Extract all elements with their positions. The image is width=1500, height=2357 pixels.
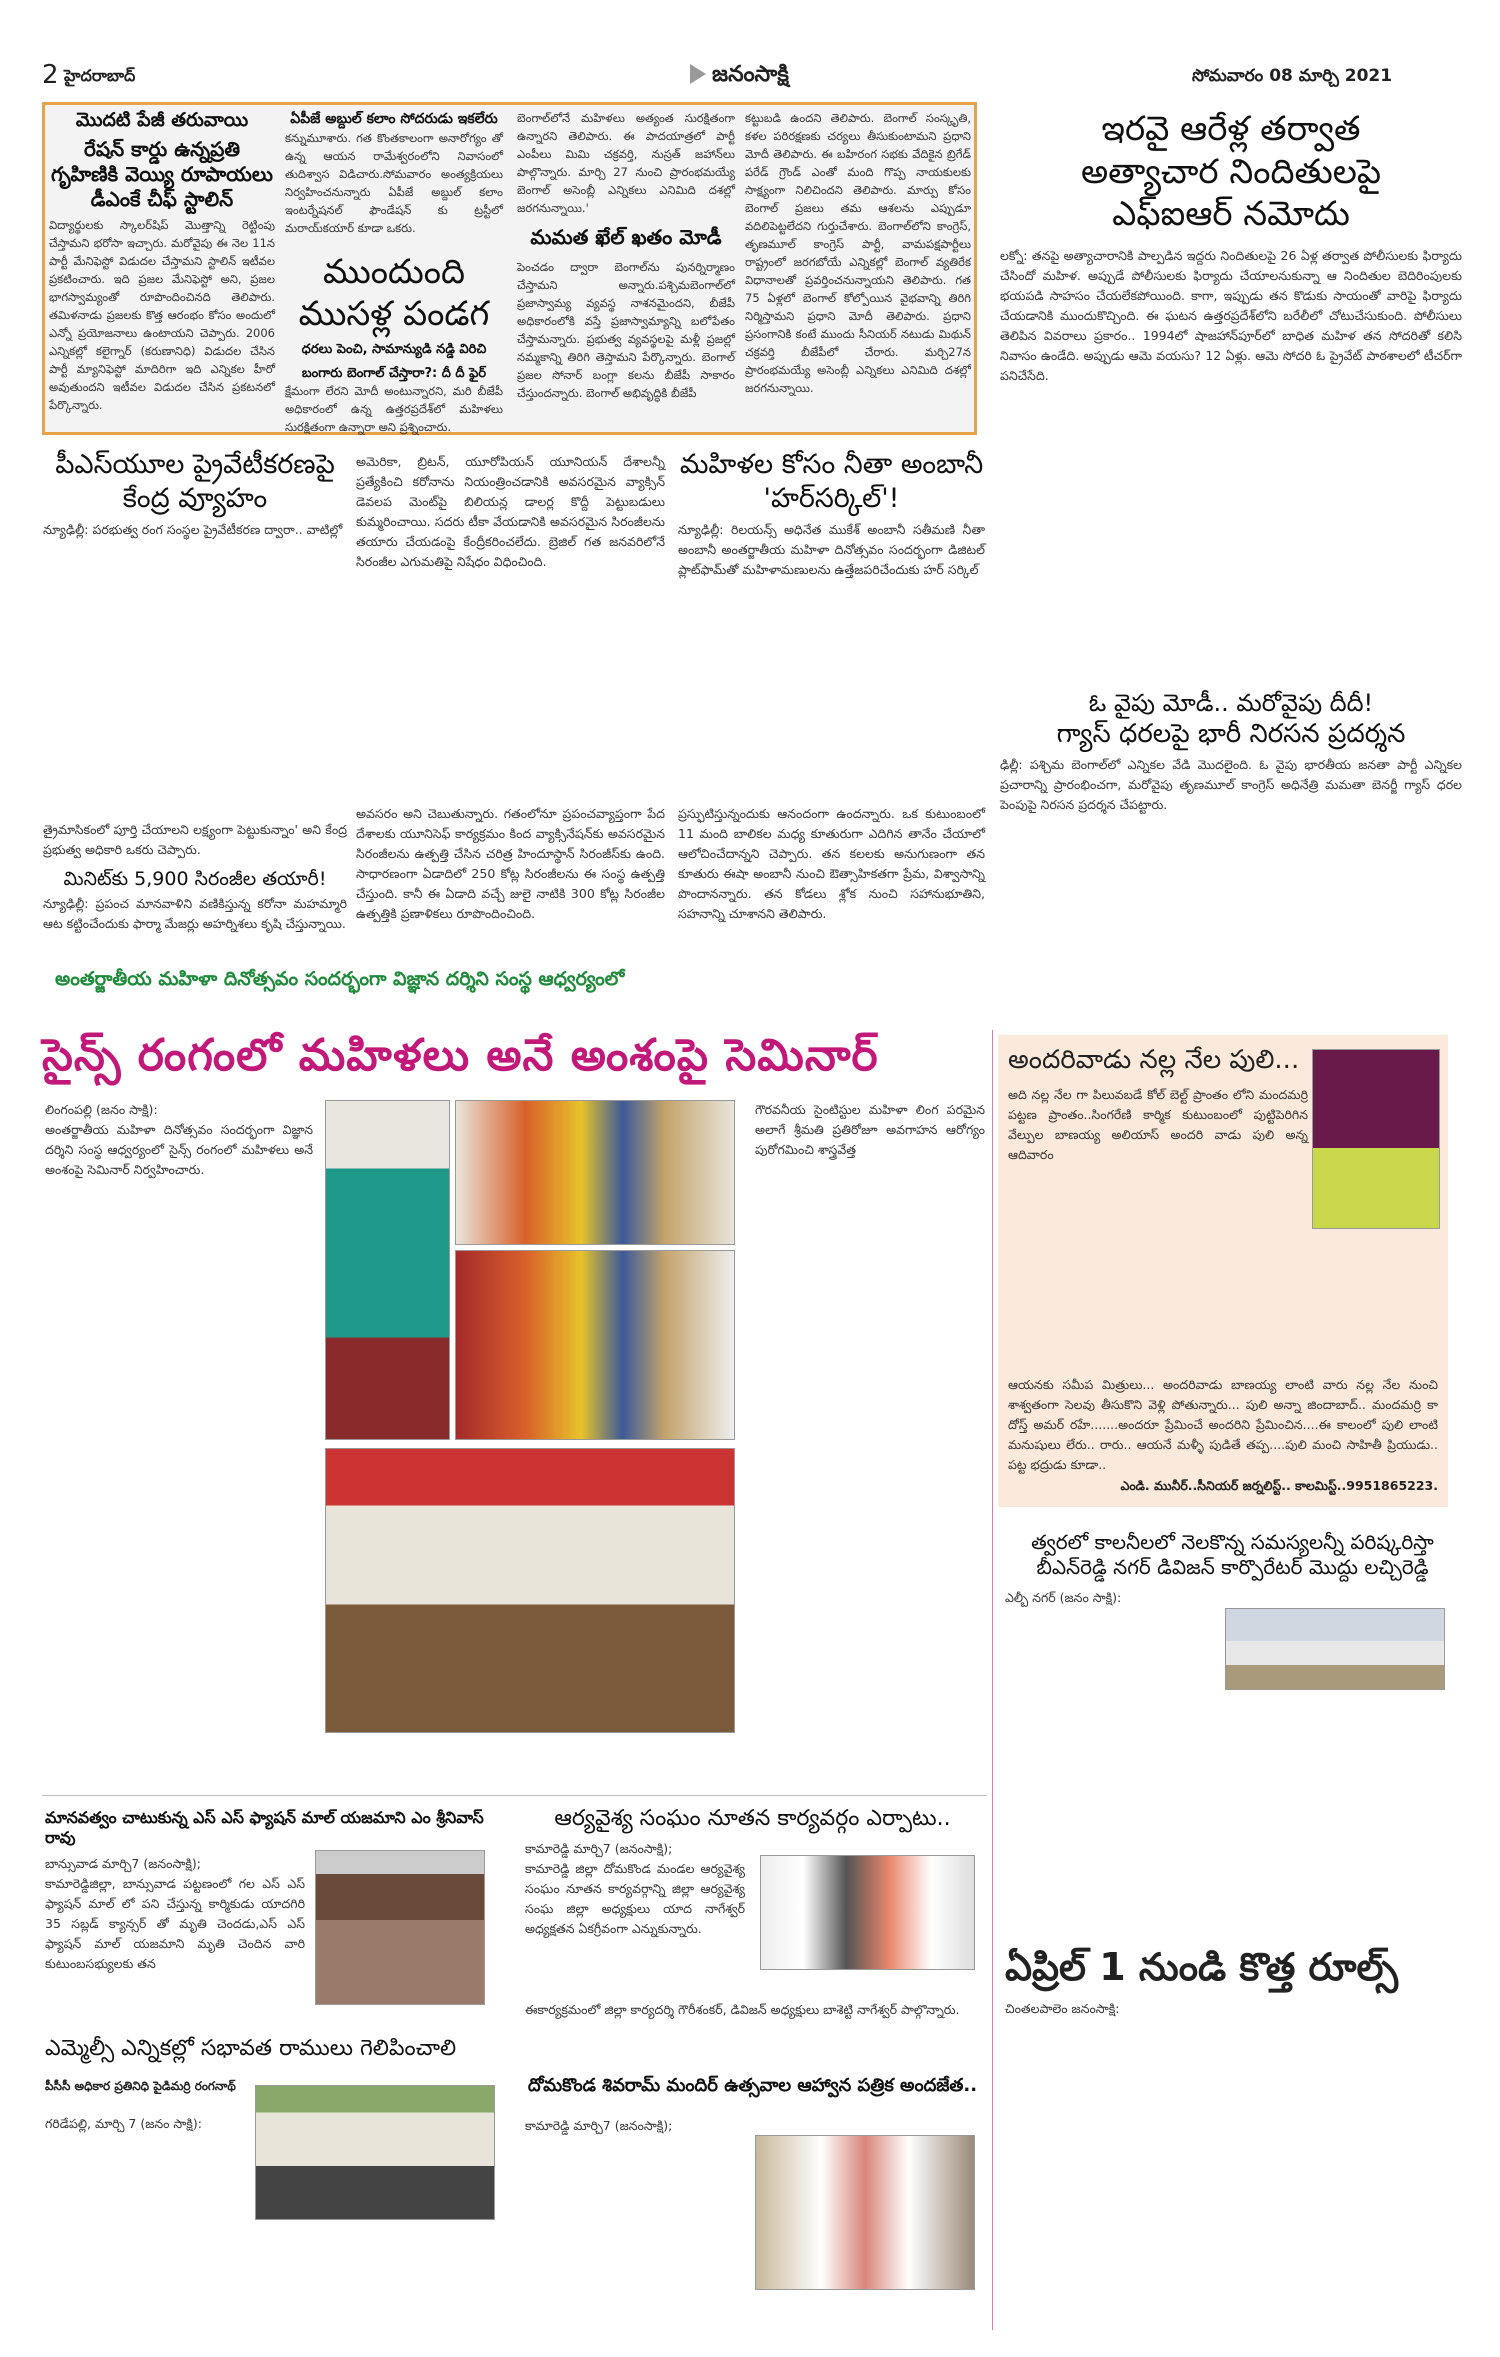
syringe-headline: మినిట్‌కు 5,900 సిరంజీల తయారీ! xyxy=(63,868,327,890)
corporator-headline-1: త్వరలో కాలనీలలో నెలకొన్న సమస్యలన్నీ పరిష్కరిస్తా xyxy=(1031,1530,1434,1554)
section-divider xyxy=(42,1795,987,1796)
seminar-headline: సైన్స్ రంగంలో మహిళలు అనే అంశంపై సెమినార్ xyxy=(42,1030,879,1081)
gas-headline-1: ఓ వైపు మోడీ.. మరోవైపు దీదీ! xyxy=(1088,689,1374,717)
syringe-col2-top: అమెరికా, బ్రిటన్, యూరోపియన్ యూనియన్ దేశాలన్నీ ప్రత్యేకించి కరోనాను నియంత్రించడానికి అవసరమైన వ్యాక్సిన్ డెవలప మెంట్‌పై బిలియన్ల డాలర్ల కొద్దీ పెట్టుబడులు కుమ్మరించాయి. సదరు టీకా వేయడానికి అవసరమైన సిరంజీలను తయారు చేయడంపై కేంద్రీకరించలేదు. బ్రెజిల్ గత జనవరిలోనే సిరంజీల ఎగుమతిపై నిషేధం విధించింది. xyxy=(356,454,665,569)
april-dateline: చింతలపాలెం జనంసాక్షి: xyxy=(1005,2001,1120,2016)
seminar-photo-felicitation xyxy=(455,1100,735,1245)
puli-box xyxy=(998,1035,1448,1507)
fir-body: లక్నో: తనపై అత్యాచారానికి పాల్పడిన ఇద్దరు నిందితులపై 26 ఏళ్ల తర్వాత పోలీసులకు ఫిర్యాదు చేసిందో మహిళ. అప్పుడే పోలీసులకు ఫిర్యాదు చేయాలనుకున్నా ఆ నిందితుల బెదిరింపులకు భయపడి సాహసం చేయలేకపోయింది. కాగా, ఇప్పుడు తన కొడుకు సాయంతో వారిపై ఫిర్యాదు చేయడానికి ముందుకొచ్చింది. ఈ ఘటన ఉత్తరప్రదేశ్‌లోని బరేలీలో చోటుచేసుకుంది. పోలీసులు తెలిపిన వివరాలు ప్రకారం.. 1994లో షాజహాన్‌పూర్‌లో బాధిత మహిళ తన సోదరితో కలిసి నివాసం ఉండేది. అప్పుడు ఆమె వయసు? 12 ఏళ్లు. ఆమె సోదరి ఓ ప్రైవేట్ పాఠశాలలో టీచర్‌గా పనిచేసేది. xyxy=(1000,247,1462,383)
seminar-photo-stage xyxy=(325,1448,735,1733)
bengal-body-cont: బెంగాల్‌లోనే మహిళలు అత్యంత సురక్షితంగా ఉన్నారని తెలిపారు. ఈ పాదయాత్రలో పార్టీ ఎంపీలు మిమి చక్రవర్తి, నుస్రత్ జహాన్‌లు పాల్గొన్నారు. మార్చి 27 నుంచి ప్రారంభమయ్యే బెంగాల్ అసెంబ్లీ ఎన్నికలు ఎనిమిది దశల్లో జరగనున్నాయి.' xyxy=(517,111,735,215)
bengal-headline: బంగారు బెంగాల్ చేస్తారా?: దీ దీ ఫైర్ xyxy=(301,365,487,381)
stalin-headline: రేషన్ కార్డు ఉన్నప్రతి గృహిణికి వెయ్యి రూపాయలు డీఎంకే చీఫ్ స్టాలిన్ xyxy=(51,136,273,211)
masthead-logo: జనంసాక్షి xyxy=(712,62,789,87)
puli-byline: ఎండి. మునీర్..సీనియర్ జర్నలిస్ట్.. కాలమిస్ట్..9951865223. xyxy=(1120,1478,1438,1493)
seminar-photo-speaker xyxy=(325,1100,450,1440)
page-number: 2 xyxy=(42,60,59,90)
stalin-body: విద్యార్థులకు స్కాలర్‌షిప్ మొత్తాన్ని రెట్టింపు చేస్తామని భరోసా ఇచ్చారు. మరోవైపు ఈ నెల 11న పార్టీ మేనిఫెస్టో విడుదల చేస్తామని స్టాలిన్ ఇటీవల ప్రకటించారు. ఇది ప్రజల మేనిఫెస్టో అని, ప్రజల భాగస్వామ్యంతో రూపొందించినది తెలిపారు. తమిళనాడు ప్రజలకు కొత్త ఆరంభం కోసం అందులో ఎన్నో ప్రయోజనాలు ఉంటాయని చెప్పారు. 2006 ఎన్నికల్లో కలైగ్నార్ (కరుణానిధి) విడుదల చేసిన పార్టీ మ్యానిఫెస్టో మాదిరిగా ఇది ఎన్నికల హీరో అవుతుందని ఇటీవల విడుదల చేసిన ప్రకటనలో పేర్కొన్నారు. xyxy=(49,217,275,412)
kalam-headline: ఏపీజే అబ్దుల్ కలాం సోదరుడు ఇకలేరు xyxy=(290,111,498,127)
mlc-photo xyxy=(255,2085,495,2220)
bengal-body: క్షేమంగా లేరని మోదీ అంటున్నారని, మరి బీజేపీ అధికారంలో ఉన్న ఉత్తరప్రదేశ్‌లో మహిళలు సురక్షితంగా ఉన్నారా అని ప్రశ్నించారు. xyxy=(285,384,503,434)
mlc-headline: ఎమ్మెల్సీ ఎన్నికల్లో సభావత రాములు గెలిపించాలి xyxy=(45,2036,457,2061)
aryavysya-photo xyxy=(760,1855,975,1970)
seminar-body: అంతర్జాతీయ మహిళా దినోత్సవం సందర్భంగా విజ్ఞాన దర్శిని సంస్థ ఆధ్వర్యంలో సైన్స్ రంగంలో మహిళలు అనే అంశంపై సెమినార్ నిర్వహించారు. xyxy=(45,1122,313,1177)
page-header xyxy=(42,60,1462,96)
syringe-col2-bottom: అవసరం అని చెబుతున్నారు. గతంలోనూ ప్రపంచవ్యాప్తంగా పేద దేశాలకు యూనిసెఫ్ కార్యక్రమం కింద వ్యాక్సినేషన్‌కు అవసరమైన సిరంజీలను ఉత్పత్తి చేసిన చరిత్ర హిందూస్థాన్ సిరంజీస్‌కు ఉంది. సాధారణంగా ఏడాదిలో 250 కోట్ల సిరంజీలను ఈ సంస్థ ఉత్పత్తి చేస్తుంది. కానీ ఈ ఏడాది వచ్చే జులై నాటికి 300 కోట్ల సిరంజీల ఉత్పత్తికి ప్రణాళికలు రూపొందించింది. xyxy=(356,806,665,921)
srinivas-rao-photo xyxy=(315,1850,485,2005)
nita-body-end: ప్రస్ఫుటిస్తున్నందుకు ఆనందంగా ఉందన్నారు. ఒక కుటుంబంలో 11 మంది బాలికల మధ్య కూతురుగా ఎదిగిన తానేం చేయాలో ఆలోచించేదాన్నని చెప్పారు. తన కలలకు అనుగుణంగా తన కూతురు ఈషా అంబానీ నుంచి ఔత్సాహికతగా ప్రేమ, విశ్వాసాన్ని పొందానన్నారు. తన కోడలు శ్లోక నుంచి సహానుభూతిని, సహనాన్ని చూశానని తెలిపారు. xyxy=(678,806,985,921)
seminar-photo-group xyxy=(455,1250,735,1440)
aryavysya-body-end: ఈకార్యక్రమంలో జిల్లా కార్యదర్శి గౌరీశంకర్, డివిజన్ అధ్యక్షులు బాశెట్టి నాగేశ్వర్ పాల్గొన్నారు. xyxy=(525,2002,960,2017)
corporator-headline-2: బీఎన్‌రెడ్డి నగర్ డివిజన్ కార్పొరేటర్ మొద్దు లచ్చిరెడ్డి xyxy=(1036,1555,1429,1579)
puli-portrait xyxy=(1312,1049,1440,1229)
corporator-dateline: ఎల్బీ నగర్ (జనం సాక్షి): xyxy=(1005,1590,1122,1605)
psu-body: న్యూఢిల్లీ: పరభుత్వ రంగ సంస్థల ప్రైవేటీకరణ ద్వారా.. వాటిల్లో xyxy=(43,521,343,537)
gas-headline-2: గ్యాస్ ధరలపై భారీ నిరసన ప్రదర్శన xyxy=(1056,719,1406,749)
ssmall-body: కామారెడ్డిజిల్లా, బాన్సువాడ పట్టణంలో గల ఎస్ ఎస్ ఫ్యాషన్ మాల్ లో పని చేస్తున్న కార్మికుడు యాదగిరి 35 సబ్లడ్ క్యాన్సర్ తో మృతి చెందడు,ఎస్ ఎస్ ఫ్యాషన్ మాల్ యజమాని మృతి చెందిన వారి కుటుంబసభ్యులకు తన xyxy=(45,1876,305,1971)
puli-body: అది నల్ల నేల గా పిలువబడే కోల్ బెల్ట్ ప్రాంతం లోని మందమర్రి పట్టణ ప్రాంతం..సింగరేణి కార్మిక కుటుంబంలో పుట్టిపెరిగిన వేల్పుల బాణయ్య అలియాస్ అందరి వాడు పులి అన్న ఆదివారం xyxy=(1008,1087,1308,1162)
fir-headline: ఇరవై ఆరేళ్ల తర్వాత అత్యాచార నిందితులపై ఎఫ్ఐఆర్ నమోదు xyxy=(1080,109,1381,234)
musalla-subhead: ధరలు పెంచి, సామాన్యుడి నడ్డి విరిచి xyxy=(301,341,487,357)
musalla-headline: ముందుంది ముసళ్ల పండగ xyxy=(298,251,490,334)
syringe-body: న్యూఢిల్లీ: ప్రపంచ మానవాళిని వణికిస్తున్న కరోనా మహమ్మారి ఆట కట్టించేందుకు ఫార్మా మేజర్లు అహర్నిశలు కృషి చేస్తున్నాయి. xyxy=(43,895,347,931)
issue-date: సోమవారం 08 మార్చి 2021 xyxy=(1192,66,1393,86)
seminar-body-right: గౌరవనీయ సైంటిస్టుల మహిళా లింగ పరమైన అలాగే శ్రీమతి ప్రతిరోజూ అవగాహన ఆరోగ్యం పురోగమించి శాస్త్రవేత్త xyxy=(755,1102,985,1157)
psu-body-end: త్రైమాసికంలో పూర్తి చేయాలని లక్ష్యంగా పెట్టుకున్నాం' అని కేంద్ర ప్రభుత్వ అధికారి ఒకరు చెప్పారు. xyxy=(43,822,347,857)
mamata-headline: మమత ఖేల్ ఖతం మోడీ xyxy=(530,225,722,249)
puli-headline: అందరివాడు నల్ల నేల పులి... xyxy=(1008,1045,1300,1075)
domakonda-dateline: కామారెడ్డి మార్చి7 (జనంసాక్షి); xyxy=(525,2117,673,2133)
corporator-photo xyxy=(1225,1608,1445,1690)
ssmall-dateline: బాన్సువాడ మార్చి7 (జనంసాక్షి); xyxy=(45,1856,201,1871)
nita-body: న్యూఢిల్లీ: రిలయన్స్ అధినేత ముకేశ్ అంబానీ సతీమణి నీతా అంబానీ అంతర్జాతీయ మహిళా దినోత్సవం సందర్భంగా డిజిటల్ ప్లాట్‌ఫామ్‌తో మహిళామణులను ఉత్తేజపరిచేందుకు హర్ సర్కిల్ xyxy=(678,521,985,577)
aryavysya-body: కామారెడ్డి జిల్లా దోమకొండ మండల ఆర్యవైశ్య సంఘం నూతన కార్యవర్గాన్ని జిల్లా ఆర్యవైశ్య సంఘ జిల్లా అధ్యక్షులు యాద నాగేశ్వర్ అధ్యక్షతన ఏకగ్రీవంగా ఎన్నుకున్నారు. xyxy=(525,1860,745,1936)
puli-body-end: ఆయనకు సమీప మిత్రులు... అందరివాడు బాణయ్య లాంటి వారు నల్ల నేల నుంచి శాశ్వతంగా సెలవు తీసుకొని వెళ్లి పోతున్నారు... పులి అన్నా జిందాబాద్.. మందమర్రి కా దోస్త్ అమర్ రహే.......అందరూ ప్రేమించే అందరిని ప్రేమించిన....ఈ కాలంలో పులి లాంటి మనుషులు లేరు.. రారు.. ఆయనే మళ్ళీ పుడితే తప్ప....పులి మంచి సాహితీ ప్రియుడు.. పట్ట భద్రుడు కూడా.. xyxy=(1008,1377,1438,1472)
logo-icon xyxy=(690,64,706,84)
kalam-body: కన్నుమూశారు. గత కొంతకాలంగా అనారోగ్యం తో ఉన్న ఆయన రామేశ్వరంలోని నివాసంలో తుదిశ్వాస విడిచారు.సోమవారం అంత్యక్రియలు నిర్వహించనున్నారు ఏపీజే అబ్దుల్ కలాం ఇంటర్నేషనల్ ఫౌండేషన్ కు ట్రస్టీలో మరాయ్‌కయార్ కూడా ఒకరు. xyxy=(285,130,503,235)
aryavysya-dateline: కామారెడ్డి మార్చి7 (జనంసాక్షి); xyxy=(525,1840,673,1856)
gas-body: ఢిల్లీ: పశ్చిమ బెంగాల్‌లో ఎన్నికల వేడి మొదలైంది. ఓ వైపు భారతీయ జనతా పార్టీ ఎన్నికల ప్రచారాన్ని ప్రారంభించగా, మరోవైపు తృణమూల్ కాంగ్రెస్ అధినేత్రి మమతా బెనర్జీ గ్యాస్ ధరల పెంపుపై నిరసన ప్రదర్శన చేపట్టారు. xyxy=(1000,756,1462,812)
mlc-dateline: గరిడేపల్లి, మార్చి 7 (జనం సాక్షి): xyxy=(45,2115,202,2131)
domakonda-headline: దోమకొండ శివరామ్ మందిర్ ఉత్సవాల ఆహ్వాన పత్రిక అందజేత.. xyxy=(527,2075,978,2096)
april-headline: ఏప్రిల్ 1 నుండి కొత్త రూల్స్ xyxy=(1005,1945,1399,1989)
nita-headline: మహిళల కోసం నీతా అంబానీ 'హర్‌సర్కిల్'! xyxy=(679,449,984,514)
mamata-body: పెంచడం ద్వారా బెంగాల్‌ను పునర్నిర్మాణం చేస్తామని అన్నారు.పశ్చిమబెంగాల్‌లో ప్రజాస్వామ్య వ్యవస్థ నాశనమైందని, బీజేపీ అధికారంలోకి వస్తే ప్రజాస్వామ్యాన్ని బలోపేతం చేస్తామన్నారు. ప్రభుత్వ వ్యవస్థలపై మళ్లీ ప్రజల్లో నమ్మకాన్ని తిరిగి తెస్తామని పేర్కొన్నారు. బెంగాల్ ప్రజల సోనార్ బంగ్లా కలను బీజేపీ సాకారం చేస్తుందన్నారు. బెంగాల్ అభివృద్ధికి బీజేపీ xyxy=(517,260,735,400)
domakonda-photo xyxy=(755,2135,975,2290)
stalin-kicker: మొదటి పేజీ తరువాయి xyxy=(75,109,249,131)
aryavysya-headline: ఆర్యవైశ్య సంఘం నూతన కార్యవర్గం ఎర్పాటు.. xyxy=(554,1806,951,1831)
ssmall-headline: మానవత్వం చాటుకున్న ఎస్ ఎస్ ఫ్యాషన్ మాల్ యజమాని ఎం శ్రీనివాస్ రావు xyxy=(45,1808,484,1847)
column-divider xyxy=(992,1030,993,2330)
seminar-dateline: లింగంపల్లి (జనం సాక్షి): xyxy=(45,1102,158,1117)
mlc-subhead: పీసీసీ అధికార ప్రతినిధి పైడిమర్రి రంగనాథ్ xyxy=(45,2078,236,2093)
seminar-kicker: అంతర్జాతీయ మహిళా దినోత్సవం సందర్భంగా విజ్ఞాన దర్శిని సంస్థ ఆధ్వర్యంలో xyxy=(55,968,625,990)
psu-headline: పీఎస్‌యూల ప్రైవేటీకరణపై కేంద్ర వ్యూహం xyxy=(55,449,335,514)
top-news-box xyxy=(42,102,977,435)
mamata-body-cont: కట్టుబడి ఉందని తెలిపారు. బెంగాల్ సంస్కృతి, కళల పరిరక్షణకు చర్యలు తీసుకుంటామని ప్రధాని మోదీ తెలిపారు. ఈ బహిరంగ సభకు వేదికైన బ్రిగేడ్ పరేడ్ గ్రౌండ్ ఎంతో మంది గొప్ప నాయకులకు సాక్ష్యంగా నిలిచిందని తెలిపారు. మార్పు కోసం బెంగాల్ ప్రజలు తమ ఆశలను ఎప్పుడూ వదిలిపెట్టలేదని గుర్తుచేశారు. బెంగాల్‌లోని కాంగ్రెస్, తృణమూల్ కాంగ్రెస్ పార్టీ, వామపక్షపార్టీలు రాష్ట్రంలో జరగబోయే ఎన్నికల్లో బెంగాల్ వ్యతిరేక విధానాలతో ప్రవర్తించనున్నాయని తెలిపారు. గత 75 ఏళ్లలో బెంగాల్ కోల్పోయిన వైభవాన్ని తిరిగి నిర్మిస్తామని ప్రధాని మోదీ తెలిపారు. ప్రధాని ప్రసంగానికి కంటే ముందు సీనియర్ నటుడు మిథున్ చక్రవర్తి బీజేపీలో చేరారు. మర్చి27న ప్రారంభమయ్యే అసెంబ్లీ ఎన్నికలు ఎనిమిది దశల్లో జరగనున్నాయి. xyxy=(745,111,971,395)
section-name: హైదరాబాద్ xyxy=(64,66,136,85)
